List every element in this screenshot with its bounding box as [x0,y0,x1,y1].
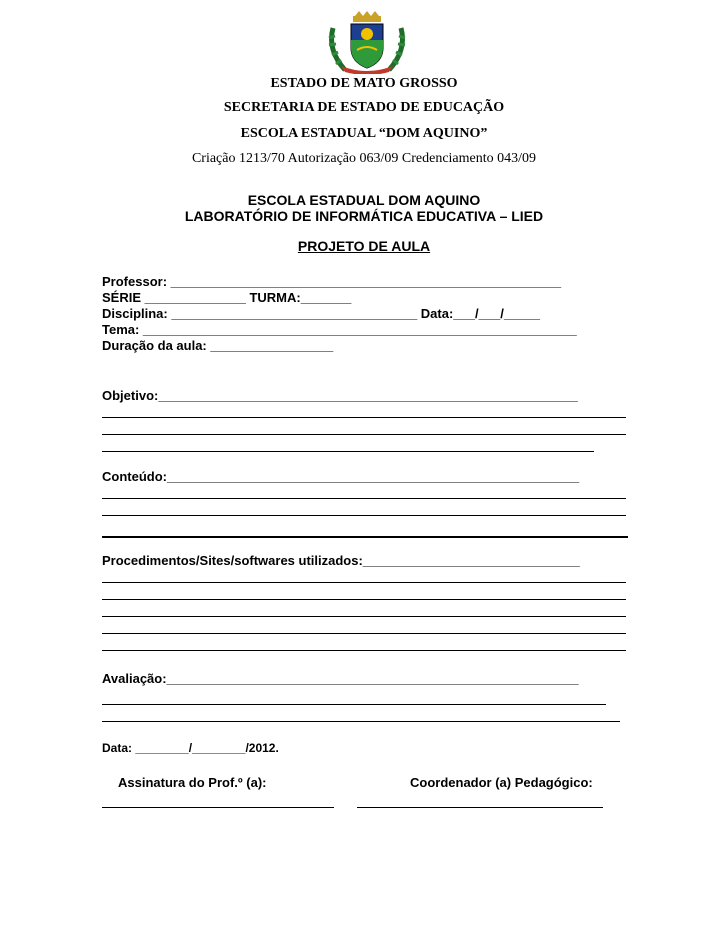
procedimentos-line[interactable] [102,650,626,651]
coordinator-signature-line[interactable] [357,807,603,808]
avaliacao-line[interactable] [102,721,620,722]
objetivo-field[interactable]: Objetivo:__________________________________________________________ [102,388,578,403]
coordinator-signature-label: Coordenador (a) Pedagógico: [410,775,593,790]
disciplina-data-field[interactable]: Disciplina: __________________________________ Data:___/___/_____ [102,306,541,321]
procedimentos-line[interactable] [102,599,626,600]
objetivo-line[interactable] [102,417,626,418]
section-divider [102,536,628,538]
school-header-name: ESCOLA ESTADUAL “DOM AQUINO” [240,126,488,141]
procedimentos-line[interactable] [102,633,626,634]
tema-field[interactable]: Tema: ____________________________________________________________ [102,322,577,337]
avaliacao-line[interactable] [102,704,606,705]
serie-turma-field[interactable]: SÉRIE ______________ TURMA:_______ [102,290,352,305]
secretariat-name: SECRETARIA DE ESTADO DE EDUCAÇÃO [223,100,505,115]
lab-title: LABORATÓRIO DE INFORMÁTICA EDUCATIVA – LIED [184,208,544,224]
procedimentos-line[interactable] [102,616,626,617]
objetivo-line[interactable] [102,451,594,452]
state-coat-of-arms-emblem [323,10,411,74]
date-field[interactable]: Data: ________/________/2012. [102,741,279,755]
duracao-field[interactable]: Duração da aula: _________________ [102,338,334,353]
conteudo-line[interactable] [102,515,626,516]
procedimentos-field[interactable]: Procedimentos/Sites/softwares utilizados:______________________________ [102,553,580,568]
professor-field[interactable]: Professor: ______________________________________________________ [102,274,562,289]
professor-signature-label: Assinatura do Prof.º (a): [118,775,267,790]
objetivo-line[interactable] [102,434,626,435]
school-title: ESCOLA ESTADUAL DOM AQUINO [247,192,481,208]
professor-signature-line[interactable] [102,807,334,808]
state-name: ESTADO DE MATO GROSSO [270,76,458,91]
conteudo-field[interactable]: Conteúdo:_________________________________________________________ [102,469,580,484]
avaliacao-field[interactable]: Avaliação:_________________________________________________________ [102,671,579,686]
form-title: PROJETO DE AULA [297,238,431,254]
procedimentos-line[interactable] [102,582,626,583]
school-credentials: Criação 1213/70 Autorização 063/09 Credenciamento 043/09 [191,151,537,166]
conteudo-line[interactable] [102,498,626,499]
